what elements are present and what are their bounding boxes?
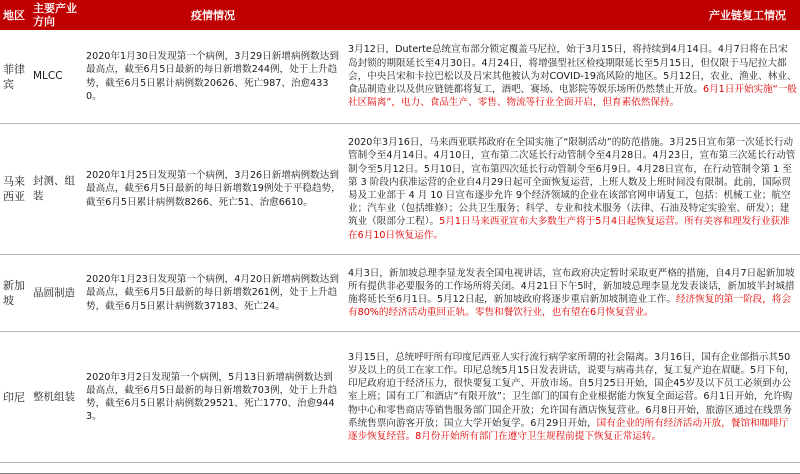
table-row-malaysia: [0, 124, 800, 255]
table-row-philippines: [0, 30, 800, 124]
industry-cell: 整机组装: [30, 332, 82, 463]
industry-cell: 封测、组装: [30, 124, 82, 255]
region-cell: 印尼: [0, 332, 30, 463]
chain-highlight: 5月1日马来西亚宣布大多数生产将于5月4日起恢复运营。所有美容和理发行业获准在6月10日恢复运作。: [348, 216, 790, 241]
header-industry: 主要产业方向: [30, 0, 82, 30]
header-region: 地区: [0, 0, 30, 30]
chain-text: 4月3日，新加坡总理李显龙发表全国电视讲话，宣布政府决定暂时采取更严格的措施，自4月7日起新加坡所有提供非必要服务的工作场所将关闭。4月21日下午5时，新加坡总理李显龙发表谈话，新加坡半封城措施将延长至6月1日。5月12日起，新加坡政府将逐步重启新加坡制造业工作。: [348, 267, 795, 305]
industry-cell: 晶圆制造: [30, 255, 82, 332]
chain-text: 3月12日，Duterte总统宣布部分锁定覆盖马尼拉，始于3月15日，将持续到4月14日。4月7日将在吕宋岛封锁的期限延长至4月30日。4月24日，将增强型社区检疫期限延长至5月15日，但仅限于马尼拉大都会，中央吕宋和卡拉巴松以及吕宋其他被认为对COVID-19高风险的地区。5月12日，农业、渔业、林业、食品制造业以及供应链链都将复工，酒吧、赛场、电影院等娱乐场所仍然禁止开放。: [348, 44, 797, 96]
epidemic-cell: 2020年1月30日发现第一个病例，3月29日新增病例数达到最高点，截至6月5日最新的每日新增数244例，处于上升趋势，截至6月5日累计病例数20626、死亡987、治愈4330。: [82, 30, 344, 124]
chain-cell: [344, 124, 800, 255]
chain-highlight: 经济恢复的第一阶段，将会有80%的经济活动重回正轨。零售和餐饮行业，也有望在6月恢复营业。: [348, 294, 792, 319]
chain-cell: [344, 30, 800, 124]
epidemic-cell: 2020年1月25日发现第一个病例，3月26日新增病例数达到最高点，截至6月5日最新的每日新增数19例处于平稳趋势，截至6月5日累计病例数8266、死亡51、治愈6610。: [82, 124, 344, 255]
chain-text: 3月15日，总统呼吁所有印度尼西亚人实行流行病学家所谓的社会隔离。3月16日，国有企业部指示其50岁及以上的员工在家工作。印尼总统5月15日发表讲话，说要与病毒共存，复工复产迫在眉睫。5月下旬，印尼政府迫于经济压力，很快要复工复产、开放市场。自5月25日开始，国企45岁及以下员工必须到办公室上班；国有工厂和酒店“有限开放”；卫生部门的国有企业根据能力恢复全面运营。6月1日开始，允许购物中心和零售商店等销售服务部门国企开放；允许国有酒店恢复营业。6月8日开始，旅游区通过在线票务系统售票向游客开放；国立大学开始复学。6月29日开始，: [348, 351, 795, 429]
region-cell: 菲律宾: [0, 30, 30, 124]
header-chain: 产业链复工情况: [344, 0, 800, 30]
chain-highlight: 6月1日开始实施“一般社区隔离”，电力、食品生产、零售、物流等行业全面开启，但育素依然保持。: [348, 84, 797, 109]
epidemic-cell: 2020年3月2日发现第一个病例，5月13日新增病例数达到最高点，截至6月5日最新的每日新增数703例，处于上升趋势，截至6月5日累计病例数29521、死亡1770、治愈9443。: [82, 332, 344, 463]
table-row-indonesia: [0, 332, 800, 463]
industry-cell: MLCC: [30, 30, 82, 124]
region-cell: 马来西亚: [0, 124, 30, 255]
region-cell: 新加坡: [0, 255, 30, 332]
chain-text: 2020年3月16日，马来西亚联邦政府在全国实施了“限制活动”的防范措施。3月25日宣布第一次延长行动管制令至4月14日。4月10日，宣布第二次延长行动管制令至4月28日。4月23日，宣布第三次延长行动管制令至5月12日。5月10日，宣布第四次延长行动管制令至6月9日。4月28日宣布，在行动管制令第 1 至第 3 阶段内获准运营的企业自4月29日起可全面恢复运营，上班人数及上班时间没有限制。此前，国际贸易及工业部于 4 月 10 日宣布逐步允许 9个经济领域的企业在该部官网申请复工，包括：机械工业；航空业；汽车业（包括维修）；公共卫生服务；科学、专业和技术服务（法律、石油及特定实验室、研发）；建筑业（限部分工程）。: [348, 137, 796, 228]
table-row-singapore: [0, 255, 800, 332]
chain-cell: [344, 255, 800, 332]
table-header-row: [0, 0, 800, 30]
chain-highlight: 国有企业的所有经济活动开放，餐馆和咖啡厅逐步恢复经营。8月份开始所有部门在遵守卫生规程前提下恢复正常运转。: [348, 417, 789, 442]
header-epidemic: 疫情情况: [82, 0, 344, 30]
epidemic-cell: 2020年1月23日发现第一个病例，4月20日新增病例数达到最高点，截至6月5日最新的每日新增数261例，处于上升趋势，截至6月5日累计病例数37183、死亡24。: [82, 255, 344, 332]
chain-cell: [344, 332, 800, 463]
